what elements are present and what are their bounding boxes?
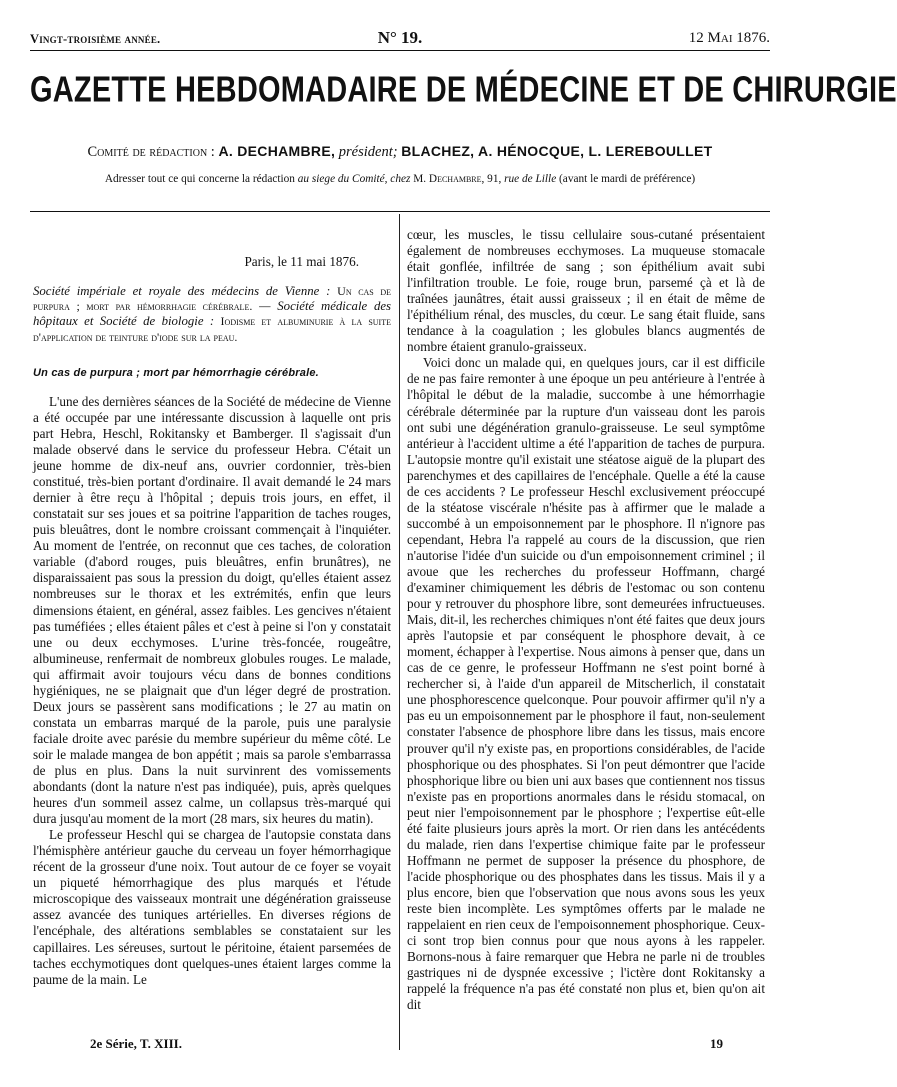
header-rule <box>30 50 770 51</box>
committee-label: Comité de rédaction : <box>87 144 215 160</box>
page-number: 19 <box>710 1036 723 1051</box>
dateline: Paris, le 11 mai 1876. <box>244 254 359 269</box>
masthead-title: GAZETTE HEBDOMADAIRE DE MÉDECINE ET DE CHIRURGIE <box>30 70 897 110</box>
right-column <box>407 227 765 1013</box>
address-text-5: rue de Lille <box>504 173 557 185</box>
address-text-2: au siege du Comité, chez <box>297 173 411 185</box>
summary-topic-purpura: Un cas de purpura ; mort par hémorrhagie cérébrale. <box>33 284 392 314</box>
paragraph: Voici donc un malade qui, en quelques jours, car il est difficile de ne pas faire remonter à une époque un peu antérieure à l'entrée à l'hôpital le début de la maladie, succombe à une hémorrhagie cérébrale déterminée par la rupture d'un vaisseau dont les parois ont subi une dégénération granulo-graisseuse. Le seul symptôme antérieur à l'accident ultime a été l'apparition de taches de purpura. L'autopsie montre qu'il existait une stéatose aiguë de la plupart des parenchymes et des capillaires de l'encéphale. Quelle a été la cause de ces accidents ? Le professeur Heschl exclusivement préoccupé de la stéatose viscérale n'hésite pas à affirmer que le malade a succombé à un empoisonnement par le phosphore. Il n'ignore pas cependant, Hebra l'a rappelé au cours de la discussion, que rien n'autorise l'idée d'un suicide ou d'un empoisonnement criminel ; il avoue que les recherches du professeur Hoffmann, chargé d'examiner chimiquement les débris de l'estomac ou son contenu pour y retrouver du phosphore libre, sont demeurées infructueuses. Mais, dit-il, les recherches chimiques n'ont été faites que deux jours après l'autopsie et par conséquent le phosphore devait, à ce moment, échapper à l'expertise. Nous aimons à penser que, dans un cas de ce genre, le professeur Hoffmann ne s'est point borné à rechercher si, à l'aide d'un appareil de Mitscherlich, il constatait une phosphorescence quelconque. Pour pouvoir affirmer qu'il n'y a pas eu un empoisonnement par le phosphore il faut, non-seulement constater l'absence de phosphore libre dans les tissus, mais encore prouver qu'il n'y existe pas, en proportions considérables, de l'acide phosphorique ou des phosphates. Si l'on peut démontrer que l'acide phosphorique libre ou bien uni aux bases que contiennent nos tissus n'existe pas en proportions anormales dans le résidu stomacal, on peut nier l'empoisonnement par le phosphore ; l'expertise eût-elle été faite plusieurs jours après la mort. Or rien dans les antécédents du malade, rien dans l'expertise chimique faite par le professeur Hoffmann ne permet de supposer la présence du phosphore, de l'acide phosphorique ou des phosphates dans les tissus. Mais il y a plus encore, bien que l'observation que nous avons sous les yeux reste bien incomplète. Les symptômes offerts par le malade ne rappelaient en rien ceux de l'empoisonnement phosphorique. Ceux-ci sont trop bien connus pour que nous ayons à les rappeler. Bornons-nous à faire remarquer que Hebra ne parle ni de troubles gastriques ni de dyspnée excessive ; l'ictère dont Rokitansky a rappelé la fréquence n'a pas été constaté non plus et, bien qu'on ait dit <box>407 355 765 1013</box>
series-footer: 2e Série, T. XIII. <box>90 1036 182 1051</box>
summary-society-vienna: Société impériale et royale des médecins de Vienne : <box>33 284 331 299</box>
committee-president: A. DECHAMBRE, <box>218 143 336 159</box>
summary-society-paris: — Société médicale des hôpitaux et Société de biologie : <box>33 299 392 329</box>
editorial-address <box>30 173 770 185</box>
address-text-1: Adresser tout ce qui concerne la rédaction <box>104 173 295 185</box>
column-separator <box>399 214 400 1050</box>
issue-summary <box>33 284 391 345</box>
issue-date: 12 Mai 1876. <box>688 30 770 46</box>
committee-members: BLACHEZ, A. HÉNOCQUE, L. LEREBOULLET <box>401 143 713 159</box>
paragraph: cœur, les muscles, le tissu cellulaire sous-cutané présentaient également de nombreuses ecchymoses. La muqueuse stomacale était gonflée, infiltrée de sang ; son épithélium avait subi l'infiltration trouble. Le foie, rouge brun, parsemé çà et là de traînées jaunâtres, était aussi graisseux ; il en était de même de l'épithélium rénal, des muscles, du cœur. Le sang était fluide, sans tendance à la coagulation ; les globules blancs augmentés de nombre étaient granulo-graisseux. <box>407 227 765 355</box>
issue-number: N° 19. <box>377 28 423 47</box>
left-column <box>33 225 391 988</box>
issue-year: Vingt-troisième année. <box>30 32 161 46</box>
address-text-4: 91, <box>487 173 502 185</box>
issue-header <box>30 26 770 50</box>
summary-topic-iodism: Iodisme et albuminurie à la suite d'application de teinture d'iode sur la peau. <box>33 314 391 344</box>
address-text-6: (avant le mardi de préférence) <box>559 173 696 185</box>
editorial-committee <box>30 143 770 161</box>
masthead-rule <box>30 211 770 212</box>
paragraph: Le professeur Heschl qui se chargea de l'autopsie constata dans l'hémisphère antérieur gauche du cerveau un foyer hémorrhagique récent de la grosseur d'une noix. Tout autour de ce foyer se voyait un piqueté hémorrhagique des plus marqués et l'étude microscopique des vaisseaux montrait une dégénération graisseuse assez avancée des tuniques artérielles. En diverses régions de l'encéphale, des altérations semblables se constataient sur les capillaires. Les séreuses, surtout le péritoine, étaient parsemées de taches ecchymotiques dont quelques-unes étaient larges comme la paume de la main. Le <box>33 827 391 987</box>
address-text-3: M. Dechambre, <box>413 173 485 185</box>
article-body-left <box>33 394 391 988</box>
paragraph: L'une des dernières séances de la Société de médecine de Vienne a été occupée par une intéressante discussion à laquelle ont pris part Hebra, Heschl, Rokitansky et Bamberger. Il s'agissait d'un malade observé dans le service du professeur Hebra. C'était un jeune homme de dix-neuf ans, ouvrier cordonnier, très-bien constitué, très-bien portant d'ordinaire. Il avait demandé le 24 mars dernier à être reçu à l'hôpital ; depuis trois jours, en effet, il constatait sur ses joues et sa poitrine l'apparition de taches rouges, puis bleuâtres, dont le nombre croissant commençait à l'inquiéter. Au moment de l'entrée, on reconnut que ces taches, de coloration variable (d'abord rouges, puis bleuâtres, enfin brunâtres), ne disparaissaient pas sous la pression du doigt, qu'elles étaient assez nombreuses sur le thorax et les extrémités, enfin que leurs dimensions étaient, en général, assez faibles. Les gencives n'étaient pas tuméfiées ; elles étaient pâles et c'est à peine si l'on y constatait une ou deux ecchymoses. L'urine très-foncée, rougeâtre, albumineuse, renfermait de nombreux globules rouges. Le malade, qui affirmait avoir toujours vécu dans de bonnes conditions hygiéniques, ne se plaignait que d'un léger degré de prostration. Deux jours se passèrent sans modifications ; le 27 au matin on constata un embarras marqué de la parole, puis une paralysie faciale droite avec parésie du membre supérieur du même côté. Le soir le malade mangea de bon appétit ; mais sa parole s'embarrassa de plus en plus. Dans la nuit survinrent des vomissements abondants (dont la nature n'est pas indiquée), puis, après quelques heures d'un sommeil assez calme, un collapsus très-marqué qui dura jusqu'au moment de la mort (28 mars, six heures du matin). <box>33 393 391 827</box>
article-subhead: Un cas de purpura ; mort par hémorrhagie cérébrale. <box>33 366 319 379</box>
committee-president-role: président; <box>338 144 398 160</box>
